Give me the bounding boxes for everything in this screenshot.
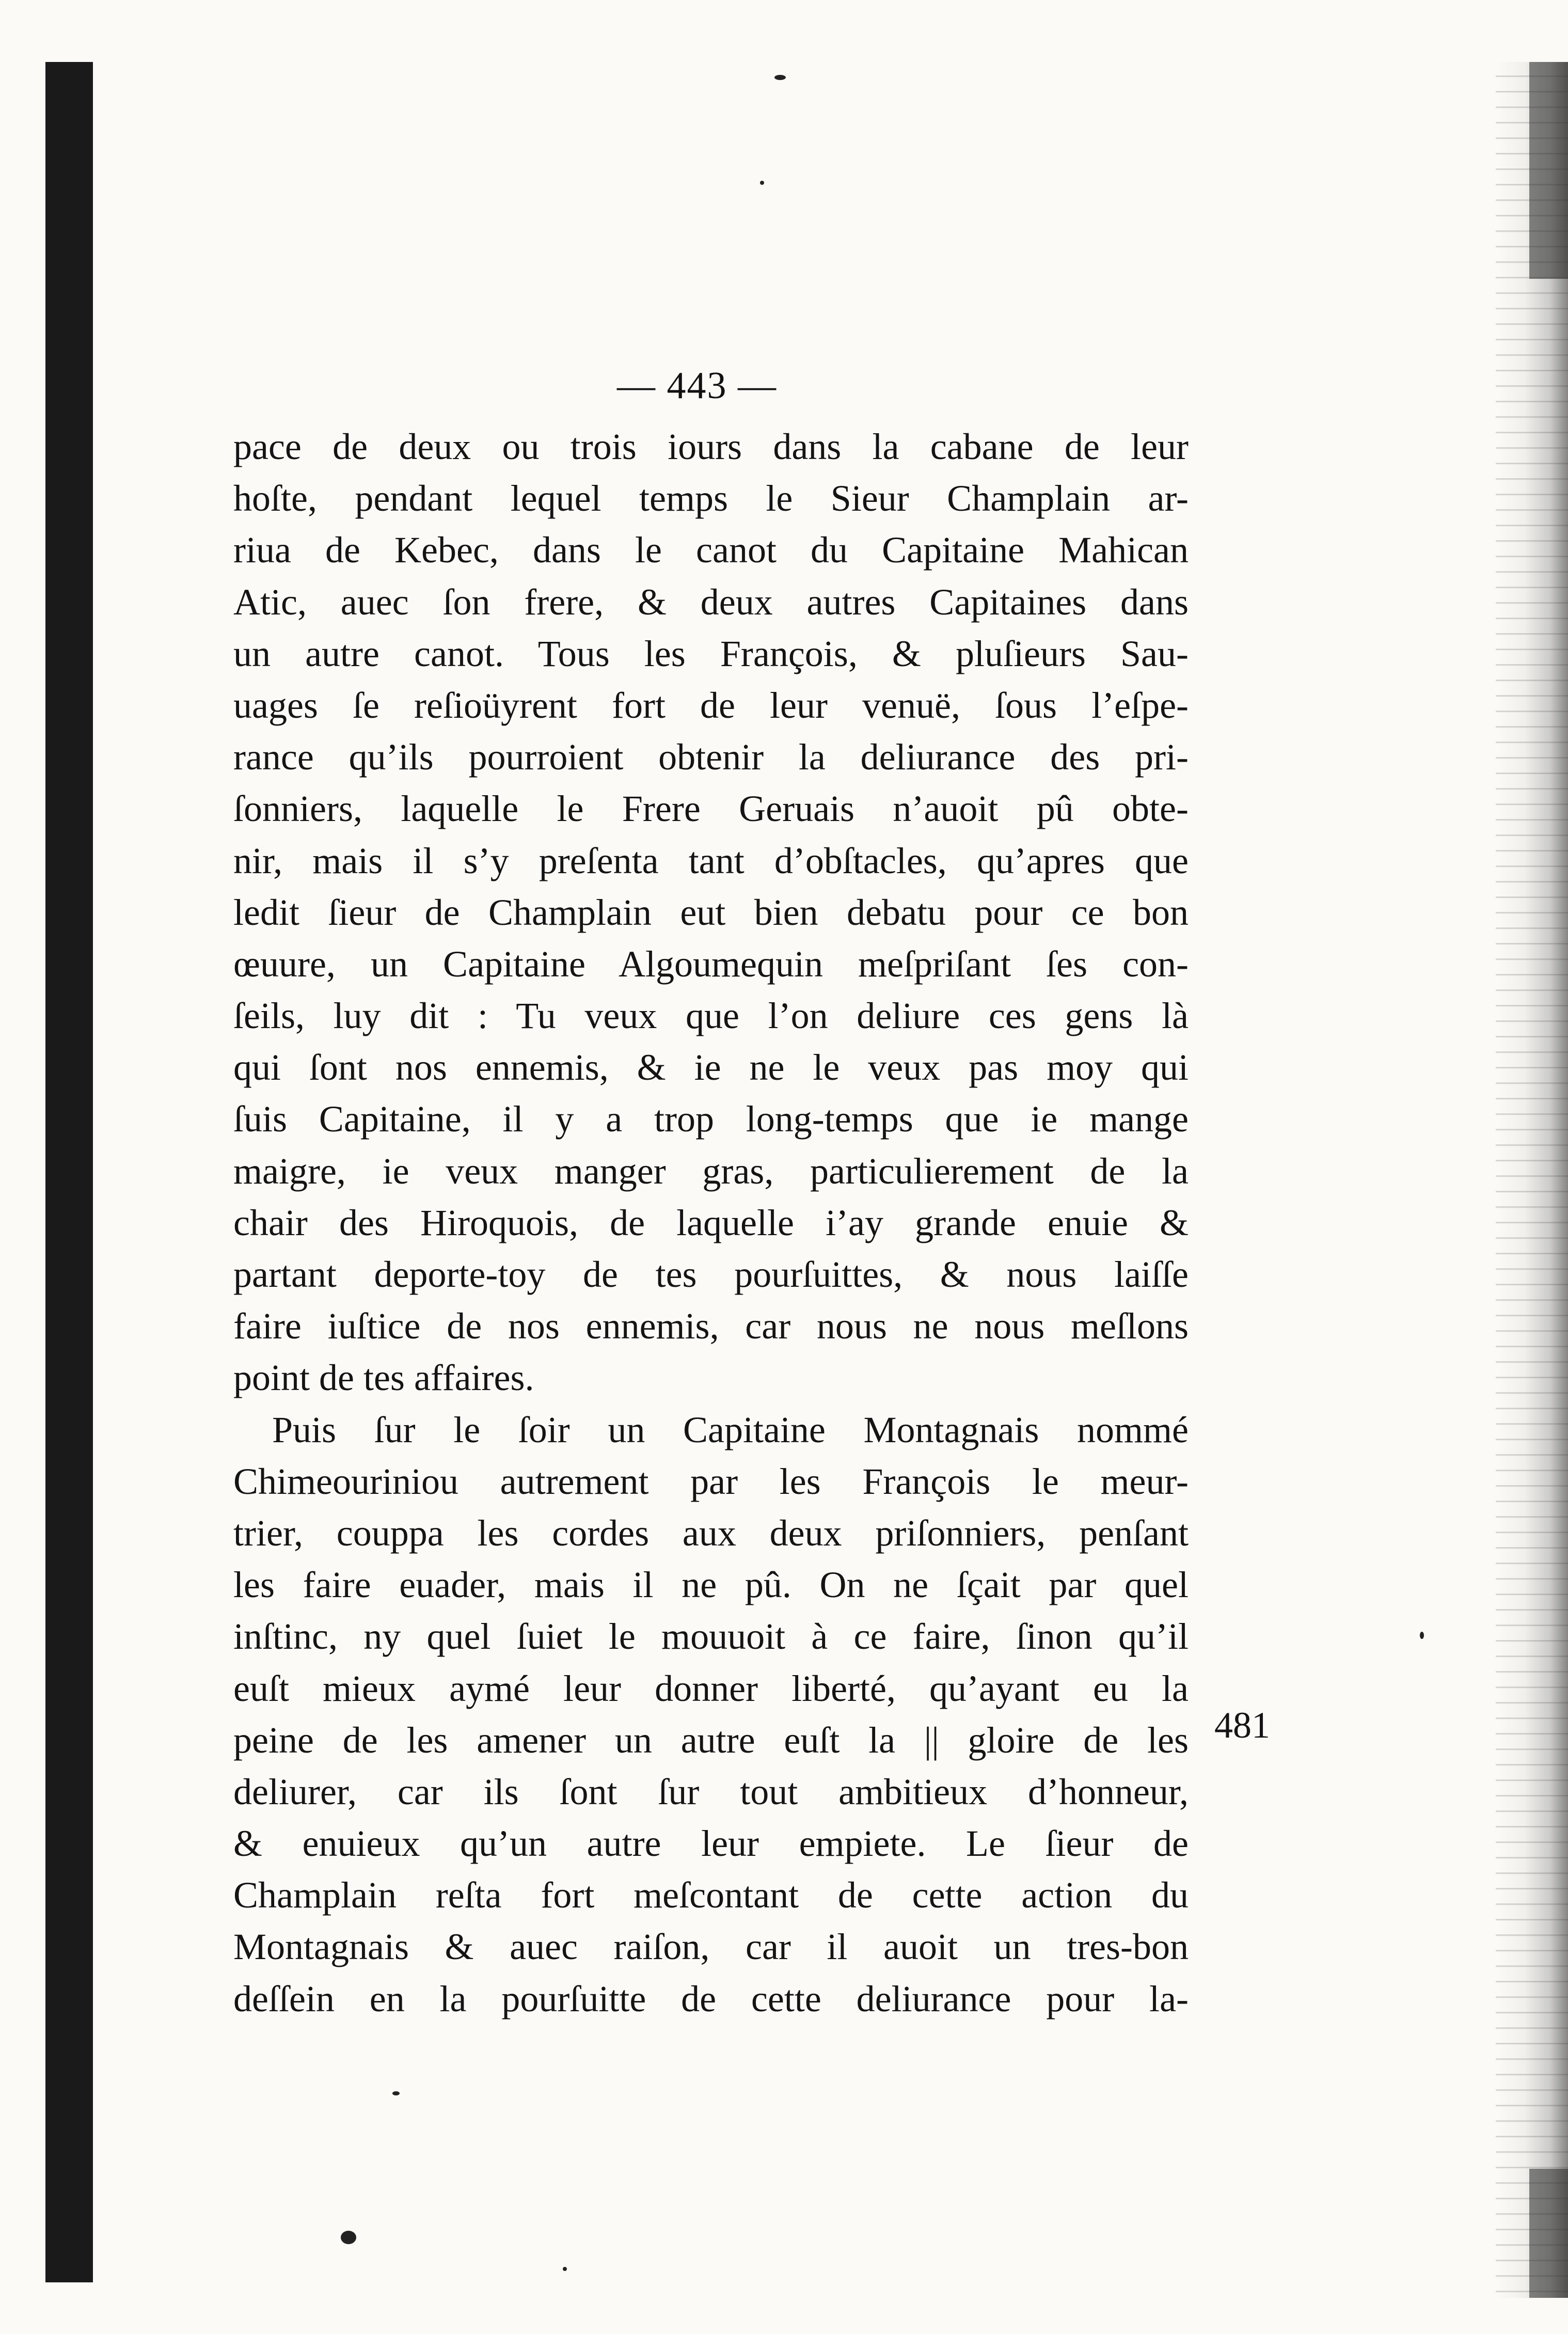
text-line: euſt mieux aymé leur donner liberté, qu’ayant eu la <box>233 1667 1189 1709</box>
text-line: riua de Kebec, dans le canot du Capitaine Mahican <box>233 529 1189 571</box>
text-line: Puis ſur le ſoir un Capitaine Montagnais nommé <box>272 1409 1189 1450</box>
text-line: point de tes affaires. <box>233 1357 534 1399</box>
text-line: pace de deux ou trois iours dans la cabane de leur <box>233 426 1189 467</box>
text-line: partant deporte-toy de tes pourſuittes, & nous laiſſe <box>233 1254 1189 1295</box>
text-line: & enuieux qu’un autre leur empiete. Le ſieur de <box>233 1823 1189 1865</box>
text-line: ledit ſieur de Champlain eut bien debatu pour ce bon <box>233 891 1189 933</box>
text-line: hoſte, pendant lequel temps le Sieur Champlain ar- <box>233 478 1189 519</box>
margin-page-reference: 481 <box>1214 1705 1270 1746</box>
text-line: deſſein en la pourſuitte de cette deliurance pour la- <box>233 1978 1189 2020</box>
text-line: Chimeouriniou autrement par les François le meur- <box>233 1460 1189 1502</box>
scan-speck <box>1420 1632 1424 1639</box>
text-line: uages ſe reſioüyrent fort de leur venuë, ſous l’eſpe- <box>233 684 1189 726</box>
text-line: Atic, auec ſon frere, & deux autres Capitaines dans <box>233 581 1189 623</box>
scan-speck <box>341 2231 356 2244</box>
text-line: Montagnais & auec raiſon, car il auoit un tres-bon <box>233 1926 1189 1968</box>
body-text <box>233 421 1189 2025</box>
text-line: rance qu’ils pourroient obtenir la deliurance des pri- <box>233 736 1189 778</box>
text-line: faire iuſtice de nos ennemis, car nous ne nous meſlons <box>233 1305 1189 1347</box>
page-number: — 443 — <box>617 365 777 407</box>
text-line: trier, couppa les cordes aux deux priſonniers, penſant <box>233 1512 1189 1554</box>
text-line: inſtinc, ny quel ſuiet le mouuoit à ce faire, ſinon qu’il <box>233 1616 1189 1658</box>
scan-speck <box>392 2091 400 2095</box>
text-line: deliurer, car ils ſont ſur tout ambitieux d’honneur, <box>233 1771 1189 1812</box>
scan-speck <box>774 75 786 80</box>
page-edge-noise <box>1496 62 1568 2298</box>
text-line: maigre, ie veux manger gras, particulierement de la <box>233 1150 1189 1192</box>
text-line: qui ſont nos ennemis, & ie ne le veux pas moy qui <box>233 1047 1189 1089</box>
text-line: un autre canot. Tous les François, & pluſieurs Sau- <box>233 633 1189 674</box>
text-line: peine de les amener un autre euſt la || gloire de les <box>233 1719 1189 1761</box>
text-line: ſeils, luy dit : Tu veux que l’on deliure ces gens là <box>233 995 1189 1037</box>
text-line: ſonniers, laquelle le Frere Geruais n’auoit pû obte- <box>233 788 1189 830</box>
scan-speck <box>760 181 764 185</box>
text-line: nir, mais il s’y preſenta tant d’obſtacles, qu’apres que <box>233 840 1189 881</box>
text-line: Champlain reſta fort meſcontant de cette action du <box>233 1874 1189 1916</box>
scan-speck <box>563 2267 567 2271</box>
text-line: chair des Hiroquois, de laquelle i’ay grande enuie & <box>233 1202 1189 1243</box>
text-line: les faire euader, mais il ne pû. On ne ſçait par quel <box>233 1564 1189 1606</box>
text-line: œuure, un Capitaine Algoumequin meſpriſant ſes con- <box>233 943 1189 985</box>
text-line: ſuis Capitaine, il y a trop long-temps que ie mange <box>233 1098 1189 1140</box>
